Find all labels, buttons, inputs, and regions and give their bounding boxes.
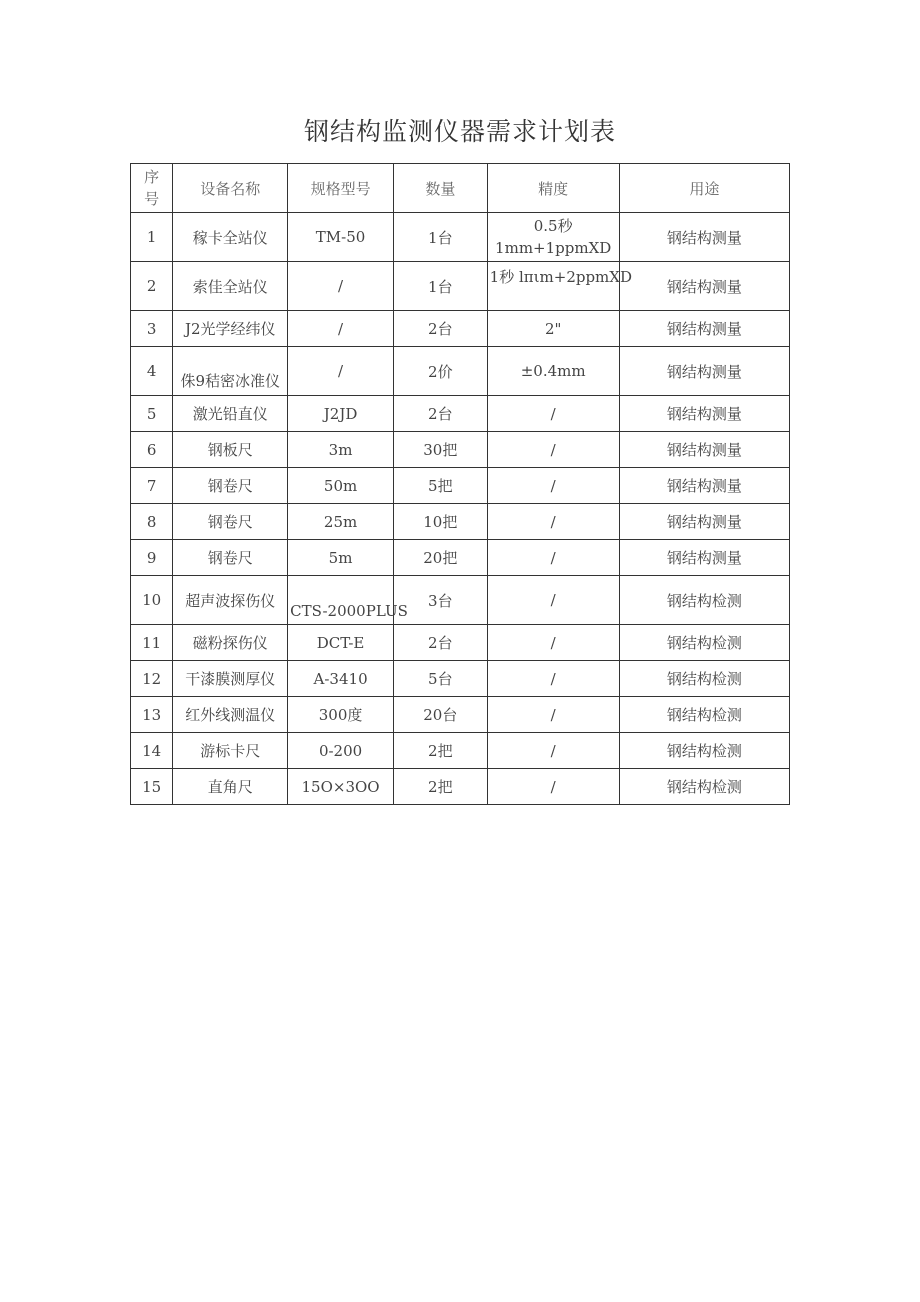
cell-spec: 50m: [288, 468, 394, 504]
cell-name: J2光学经纬仪: [173, 311, 288, 347]
cell-no: 15: [131, 769, 173, 805]
cell-accuracy: /: [487, 576, 619, 625]
cell-use: 钢结构检测: [619, 576, 789, 625]
cell-qty: 20台: [393, 697, 487, 733]
cell-use: 钢结构测量: [619, 432, 789, 468]
cell-qty: 5把: [393, 468, 487, 504]
table-row: [131, 540, 790, 576]
header-accuracy: 精度: [487, 164, 619, 213]
cell-name: 钢卷尺: [173, 540, 288, 576]
table-row: [131, 625, 790, 661]
cell-qty: 1台: [393, 213, 487, 262]
cell-accuracy: /: [487, 396, 619, 432]
cell-no: 10: [131, 576, 173, 625]
cell-name: 钢卷尺: [173, 504, 288, 540]
cell-spec: A-3410: [288, 661, 394, 697]
cell-accuracy: /: [487, 504, 619, 540]
cell-use: 钢结构测量: [619, 262, 789, 311]
cell-no: 4: [131, 347, 173, 396]
table-row: [131, 432, 790, 468]
table-row: [131, 468, 790, 504]
cell-use: 钢结构检测: [619, 769, 789, 805]
cell-accuracy: ±0.4mm: [487, 347, 619, 396]
header-seq-line1: 序: [144, 168, 160, 186]
cell-accuracy: /: [487, 625, 619, 661]
cell-qty: 1台: [393, 262, 487, 311]
table-header-row: [131, 164, 790, 213]
cell-no: 2: [131, 262, 173, 311]
cell-qty: 2台: [393, 625, 487, 661]
cell-spec: DCT-E: [288, 625, 394, 661]
cell-qty: 2把: [393, 769, 487, 805]
cell-name: 稼卡全站仪: [173, 213, 288, 262]
cell-name: 索佳全站仪: [173, 262, 288, 311]
cell-accuracy: /: [487, 661, 619, 697]
cell-no: 12: [131, 661, 173, 697]
cell-accuracy: /: [487, 733, 619, 769]
cell-name: 钢板尺: [173, 432, 288, 468]
header-seq: [131, 164, 173, 213]
cell-use: 钢结构检测: [619, 661, 789, 697]
cell-name: 激光铅直仪: [173, 396, 288, 432]
cell-qty: 3台: [393, 576, 487, 625]
cell-no: 6: [131, 432, 173, 468]
cell-use: 钢结构检测: [619, 733, 789, 769]
cell-use: 钢结构测量: [619, 468, 789, 504]
cell-spec: 25m: [288, 504, 394, 540]
header-qty: 数量: [393, 164, 487, 213]
table-row: [131, 262, 790, 311]
cell-spec: TM-50: [288, 213, 394, 262]
cell-accuracy: /: [487, 697, 619, 733]
cell-accuracy: /: [487, 540, 619, 576]
cell-accuracy: [487, 213, 619, 262]
cell-name: 游标卡尺: [173, 733, 288, 769]
cell-spec: 300度: [288, 697, 394, 733]
cell-use: 钢结构测量: [619, 504, 789, 540]
cell-accuracy-line1: 0.5秒: [533, 217, 573, 235]
cell-qty: 2价: [393, 347, 487, 396]
equipment-table: [130, 163, 790, 805]
cell-qty: 30把: [393, 432, 487, 468]
cell-name: 干漆膜测厚仪: [173, 661, 288, 697]
cell-spec: /: [288, 311, 394, 347]
cell-spec: 3m: [288, 432, 394, 468]
cell-qty: 2台: [393, 311, 487, 347]
cell-no: 7: [131, 468, 173, 504]
cell-accuracy: /: [487, 769, 619, 805]
table-row: [131, 697, 790, 733]
header-name: 设备名称: [173, 164, 288, 213]
cell-no: 14: [131, 733, 173, 769]
cell-name: 钢卷尺: [173, 468, 288, 504]
cell-spec: 5m: [288, 540, 394, 576]
table-row: [131, 733, 790, 769]
cell-accuracy: 1秒 lπιm+2ppmXD: [487, 262, 619, 311]
table-row: [131, 769, 790, 805]
cell-spec: CTS-2000PLUS: [288, 576, 394, 625]
header-spec: 规格型号: [288, 164, 394, 213]
cell-qty: 2把: [393, 733, 487, 769]
cell-accuracy: 2": [487, 311, 619, 347]
cell-use: 钢结构测量: [619, 311, 789, 347]
cell-no: 3: [131, 311, 173, 347]
cell-name: 超声波探伤仪: [173, 576, 288, 625]
page-title: 钢结构监测仪器需求计划表: [303, 117, 616, 146]
cell-no: 5: [131, 396, 173, 432]
cell-spec: J2JD: [288, 396, 394, 432]
table-row: [131, 576, 790, 625]
cell-no: 9: [131, 540, 173, 576]
cell-use: 钢结构测量: [619, 540, 789, 576]
table-row: [131, 213, 790, 262]
cell-no: 11: [131, 625, 173, 661]
cell-use: 钢结构测量: [619, 396, 789, 432]
cell-name: 侏9秸密冰准仪: [173, 347, 288, 396]
cell-qty: 20把: [393, 540, 487, 576]
cell-name: 直角尺: [173, 769, 288, 805]
cell-no: 1: [131, 213, 173, 262]
table-row: [131, 396, 790, 432]
cell-spec: 0-200: [288, 733, 394, 769]
header-seq-line2: 号: [144, 190, 160, 208]
cell-spec: /: [288, 347, 394, 396]
cell-qty: 2台: [393, 396, 487, 432]
header-use: 用途: [619, 164, 789, 213]
cell-name: 红外线测温仪: [173, 697, 288, 733]
cell-no: 8: [131, 504, 173, 540]
cell-accuracy: /: [487, 468, 619, 504]
cell-spec: /: [288, 262, 394, 311]
cell-use: 钢结构检测: [619, 697, 789, 733]
cell-name: 磁粉探伤仪: [173, 625, 288, 661]
cell-qty: 5台: [393, 661, 487, 697]
table-row: [131, 311, 790, 347]
cell-use: 钢结构测量: [619, 213, 789, 262]
cell-spec: 15O×3OO: [288, 769, 394, 805]
cell-accuracy: /: [487, 432, 619, 468]
cell-qty: 10把: [393, 504, 487, 540]
cell-use: 钢结构检测: [619, 625, 789, 661]
cell-no: 13: [131, 697, 173, 733]
cell-accuracy-line2: 1mm+1ppmXD: [495, 239, 612, 257]
table-row: [131, 504, 790, 540]
table-row: [131, 347, 790, 396]
cell-use: 钢结构测量: [619, 347, 789, 396]
table-row: [131, 661, 790, 697]
